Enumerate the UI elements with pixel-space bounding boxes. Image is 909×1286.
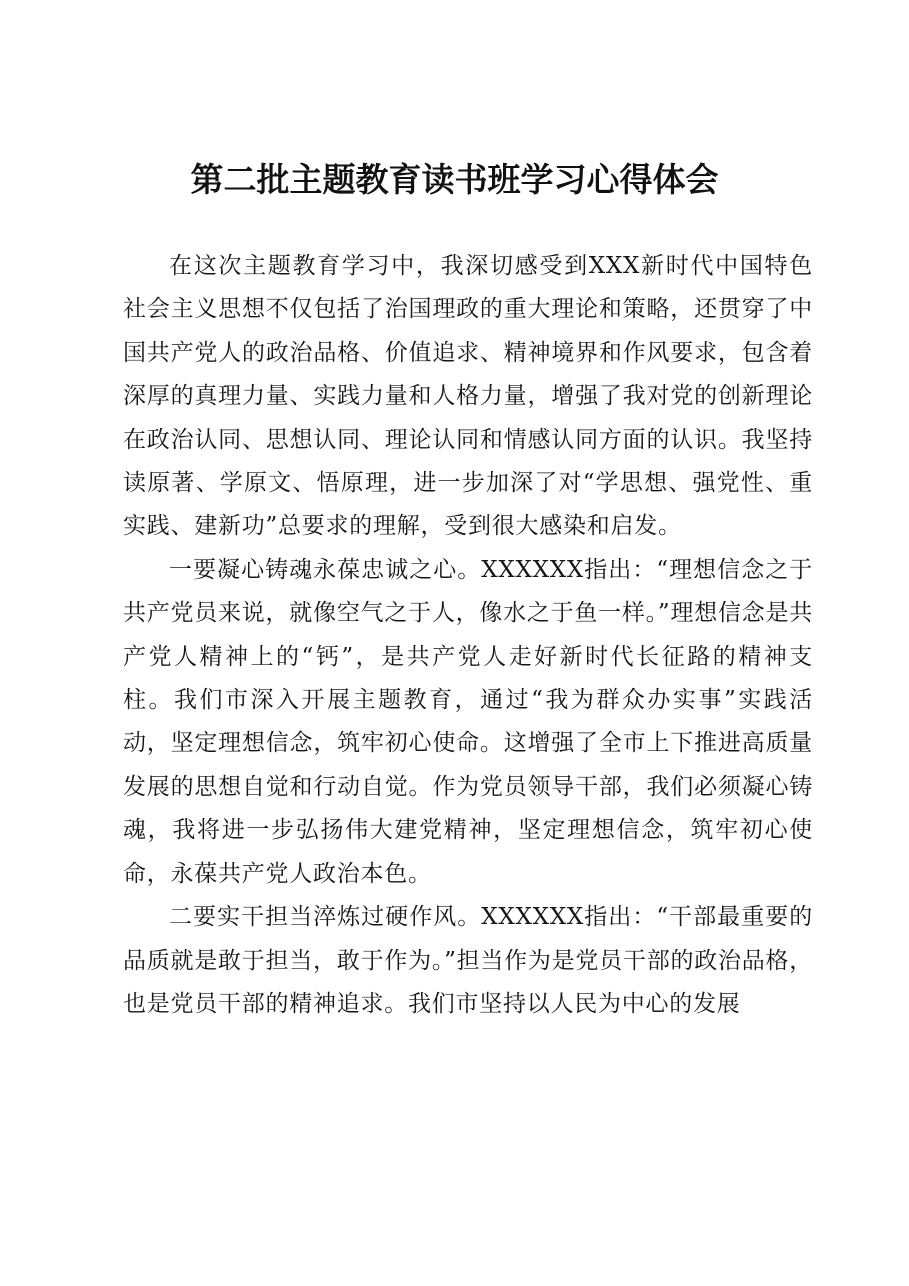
paragraph-point-two: 二要实干担当淬炼过硬作风。XXXXXX指出：“干部最重要的品质就是敢于担当，敢于作为。”担当作为是党员干部的政治品格，也是党员干部的精神追求。我们市坚持以人民为中心的发展 — [123, 904, 813, 1017]
document-body — [123, 245, 813, 1026]
paragraph-point-one: 一要凝心铸魂永葆忠诚之心。XXXXXX指出：“理想信念之于共产党员来说，就像空气之于人，像水之于鱼一样。”理想信念是共产党人精神上的“钙”，是共产党人走好新时代长征路的精神支柱。我们市深入开展主题教育，通过“我为群众办实事”实践活动，坚定理想信念，筑牢初心使命。这增强了全市上下推进高质量发展的思想自觉和行动自觉。作为党员领导干部，我们必须凝心铸魂，我将进一步弘扬伟大建党精神，坚定理想信念，筑牢初心使命，永葆共产党人政治本色。 — [123, 556, 813, 887]
paragraph-intro: 在这次主题教育学习中，我深切感受到XXX新时代中国特色社会主义思想不仅包括了治国理政的重大理论和策略，还贯穿了中国共产党人的政治品格、价值追求、精神境界和作风要求，包含着深厚的真理力量、实践力量和人格力量，增强了我对党的创新理论在政治认同、思想认同、理论认同和情感认同方面的认识。我坚持读原著、学原文、悟原理，进一步加深了对“学思想、强党性、重实践、建新功”总要求的理解，受到很大感染和启发。 — [123, 253, 813, 540]
document-title: 第二批主题教育读书班学习心得体会 — [190, 160, 719, 199]
